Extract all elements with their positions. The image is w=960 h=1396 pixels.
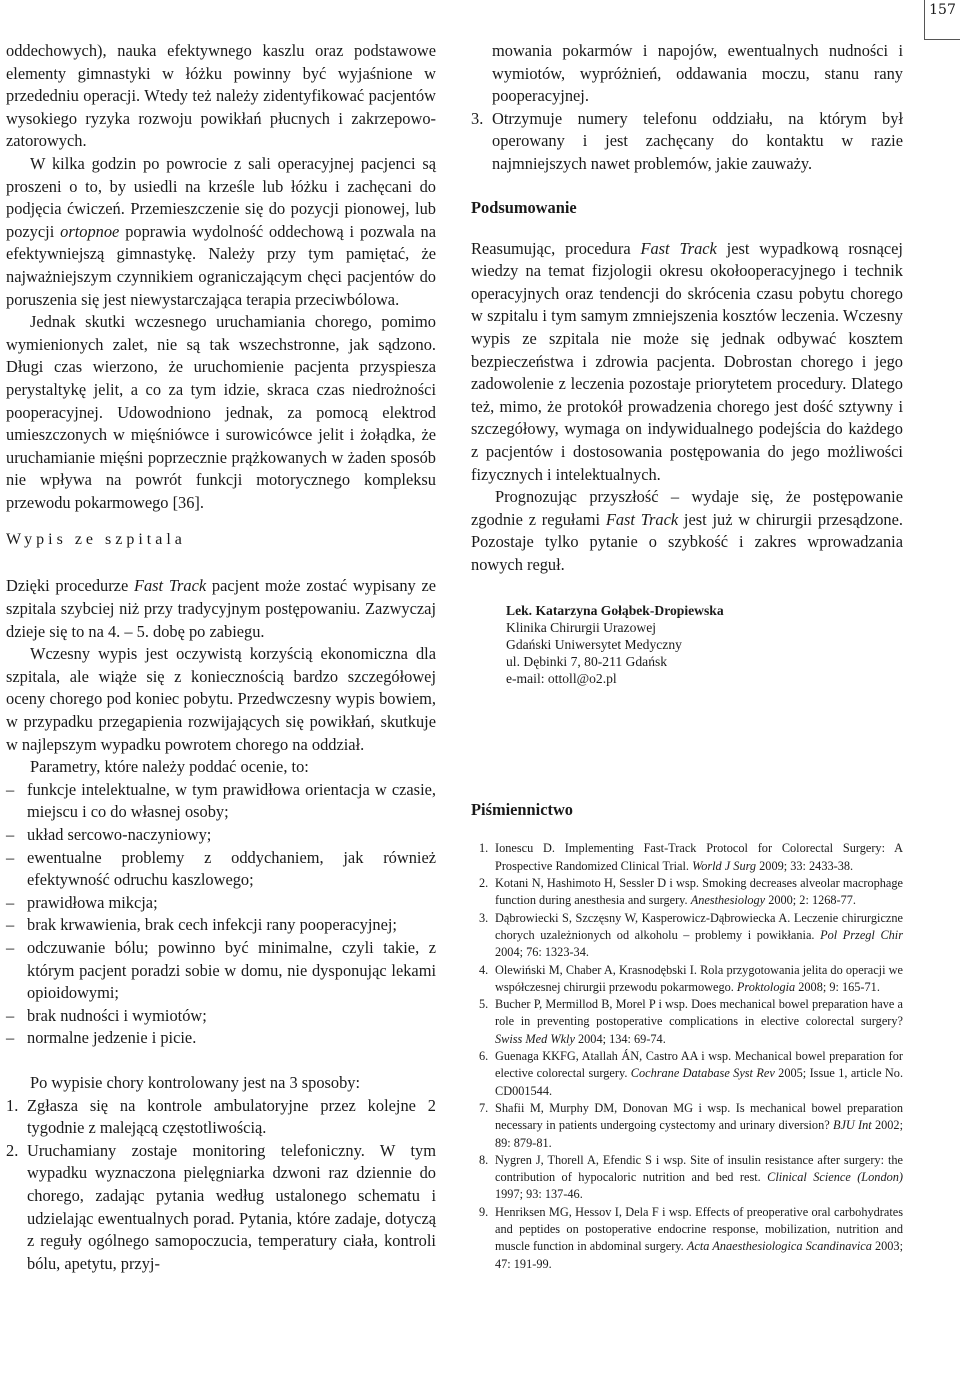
section-heading-discharge: Wypis ze szpitala <box>6 531 186 549</box>
list-item: – brak nudności i wymiotów; <box>6 1005 436 1028</box>
reference-item: 6. Guenaga KKFG, Atallah ÁN, Castro AA i wsp. Mechanical bowel preparation for elective colorectal surgery. Cochrane Database Syst Rev 2005; Issue 1, article No. CD001544. <box>479 1049 904 1098</box>
reference-item: 4. Olewiński M, Chaber A, Krasnodębski I. Rola przygotowania jelita do operacji we współczesnej chirurgii przewodu pokarmowego. Proktologia 2008; 9: 165-71. <box>479 962 903 994</box>
references-heading: Piśmiennictwo <box>471 800 573 820</box>
list-item: – układ sercowo-naczyniowy; <box>6 824 436 847</box>
paragraph-summary: Reasumując, procedura Fast Track jest wypadkową rosnącej wiedzy na temat fizjologii okresu okołooperacyjnego i technik operacyjnych oraz tendencji do skrócenia czasu pobytu chorego w szpitalu i tym samym zmniejszenia kosztów leczenia. Wczesny wypis ze szpitala nie może się jednak odbywać kosztem bezpieczeństwa i zdrowia pacjenta. Dobrostan chorego i jego zadowolenie z leczenia pozostaje priorytetem procedury. Dlatego też, mimo, że protokół prowadzenia chorego jest dość sztywny i szczegółowy, wymaga on indywidualnego podejścia do każdego z pacjentów i dostosowania postępowania do jego możliwości fizycznych i intelektualnych. <box>471 238 903 484</box>
list-item: 1. Zgłasza się na kontrole ambulatoryjne przez kolejne 2 tygodnie z malejącą częstotliwością. <box>6 1095 436 1138</box>
page-number: 157 <box>924 0 960 40</box>
list-item: – normalne jedzenie i picie. <box>6 1027 436 1050</box>
followup-list-continued <box>471 108 903 176</box>
paragraph-effects: Jednak skutki wczesnego uruchamiania chorego, pomimo wymienionych zalet, nie są tak wszechstronne, jak sądzono. Długi czas wierzono, że uruchomienie pacjenta przyspiesza perystaltykę jelit, a co za tym idzie, skraca czas niedrożności pooperacyjnej. Udowodniono jednak, za pomocą elektrod umieszczonych w mięśniówce i surowicówce jelit i żołądka, że uruchamianie mięśni poprzecznie prążkowanych w żaden sposób nie wpływa na powrót funkcji motorycznego kompleksu przewodu pokarmowego [36]. <box>6 312 436 512</box>
references-list <box>471 840 903 1272</box>
paragraph-early-discharge: Wczesny wypis jest oczywistą korzyścią ekonomiczna dla szpitala, ale wiąże się z koniecznością bardzo szczegółowej oceny chorego pod koniec pobytu. Przedwczesny wypis bowiem, w przypadku przegapienia rozwijających się powikłań, skutkuje w najlepszym wypadku powrotem chorego na oddział. <box>6 644 436 754</box>
list-item: – prawidłowa mikcja; <box>6 892 436 915</box>
reference-item: 9. Henriksen MG, Hessov I, Dela F i wsp. Effects of preoperative oral carbohydrates and peptides on postoperative endocrine response, mobilization, nutrition and muscle function in abdominal surgery. Acta Anaesthesiologica Scandinavica 2003; 47: 191-99. <box>479 1204 903 1271</box>
paragraph-breathing: oddechowych), nauka efektywnego kaszlu oraz podstawowe elementy gimnastyki w łóżku powinny być wyjaśnione w przededniu operacji. Wtedy też należy zidentyfikować pacjentów wysokiego ryzyka rozwoju powikłań płucnych i zakrzepowo-zatorowych. <box>6 41 436 151</box>
reference-item: 5. Bucher P, Mermillod B, Morel P i wsp. Does mechanical bowel preparation have a role in preventing postoperative complications in elective colorectal surgery? Swiss Med Wkly 2004; 134: 69-74. <box>479 997 903 1046</box>
list-item: – ewentualne problemy z oddychaniem, jak również efektywność odruchu kaszlowego; <box>6 847 436 892</box>
paragraph-parameters: Parametry, które należy poddać ocenie, to: <box>30 757 309 777</box>
reference-item: 7. Shafii M, Murphy DM, Donovan MG i wsp. Is mechanical bowel preparation necessary in patients undergoing cystectomy and urinary diversion? BJU Int 2002; 89: 879-81. <box>479 1100 904 1150</box>
reference-item: 1. Ionescu D. Implementing Fast-Track Protocol for Colorectal Surgery: A Prospective Randomized Clinical Trial. World J Surg 2009; 33: 2433-38. <box>479 841 903 873</box>
list-item: – odczuwanie bólu; powinno być minimalne, czyli takie, z którym pacjent poradzi sobie w domu, nie dysponując lekami opioidowymi; <box>6 937 436 1005</box>
section-heading-summary: Podsumowanie <box>471 197 577 217</box>
list-item: – brak krwawienia, brak cech infekcji rany pooperacyjnej; <box>6 914 436 937</box>
left-column <box>6 40 436 1275</box>
author-email: e-mail: ottoll@o2.pl <box>506 671 617 687</box>
author-university: Gdański Uniwersytet Medyczny <box>506 637 682 653</box>
reference-item: 2. Kotani N, Hashimoto H, Sessler D i wsp. Smoking decreases alveolar macrophage function during anesthesia and surgery. Anesthesiology 2000; 2: 1268-77. <box>479 876 903 908</box>
author-block <box>471 602 903 687</box>
paragraph-followup: Po wypisie chory kontrolowany jest na 3 sposoby: <box>30 1072 361 1092</box>
paragraph-discharge: Dzięki procedurze Fast Track pacjent może zostać wypisany ze szpitala szybciej niż przy tradycyjnym postępowaniu. Zazwyczaj dzieje się to na 4. – 5. dobę po zabiegu. <box>6 576 437 641</box>
paragraph-prognosis: Prognozując przyszłość – wydaje się, że postępowanie zgodnie z regułami Fast Track jest już w chirurgii przesądzone. Pozostaje tylko pytanie o szybkość i zakres wprowadzania nowych reguł. <box>471 487 904 574</box>
right-column <box>471 40 903 1273</box>
list-item: 2. Uruchamiany zostaje monitoring telefoniczny. W tym wypadku wyznaczona pielęgniarka dzwoni raz dziennie do chorego, zadając pytania według ustalonego schematu i udzielając ewentualnych porad. Pytania, które zadaje, dotyczą z reguły ogólnego samopoczucia, temperatury ciała, kontroli bólu, apetytu, przyj- <box>6 1140 436 1273</box>
author-name: Lek. Katarzyna Gołąbek-Dropiewska <box>506 603 724 619</box>
author-affiliation: Klinika Chirurgii Urazowej <box>506 620 657 636</box>
followup-list <box>6 1095 436 1276</box>
author-address: ul. Dębinki 7, 80-211 Gdańsk <box>506 654 668 670</box>
list-continuation: mowania pokarmów i napojów, ewentualnych nudności i wymiotów, wypróżnień, oddawania moczu, stanu rany pooperacyjnej. <box>492 41 903 106</box>
list-item: – funkcje intelektualne, w tym prawidłowa orientacja w czasie, miejscu i co do własnej osoby; <box>6 779 436 824</box>
reference-item: 8. Nygren J, Thorell A, Efendic S i wsp. Site of insulin resistance after surgery: the contribution of hypocaloric nutrition and bed rest. Clinical Science (London) 1997; 93: 137-46. <box>479 1152 903 1202</box>
paragraph-mobilization: W kilka godzin po powrocie z sali operacyjnej pacjenci są proszeni o to, by usiedli na krześle lub łóżku i zachęcani do podjęcia ćwiczeń. Przemieszczenie się do pozycji pionowej, lub pozycji ortopnoe poprawia wydolność oddechową i pozwala na efektywniejszą gimnastykę. Należy przy tym pamiętać, że najważniejszym czynnikiem ograniczającym chęci pacjentów do poruszenia się jest niewystarczająca terapia przeciwbólowa. <box>6 153 436 309</box>
parameters-list <box>6 779 436 1050</box>
reference-item: 3. Dąbrowiecki S, Szczęsny W, Kasperowicz-Dąbrowiecka A. Leczenie chirurgiczne chorych uzależnionych od alkoholu – problemy i powikłania. Pol Przegl Chir 2004; 76: 1323-34. <box>479 910 903 960</box>
list-item: 3. Otrzymuje numery telefonu oddziału, na którym był operowany i jest zachęcany do kontaktu w razie najmniejszych nawet problemów, jakie zauważy. <box>471 108 903 173</box>
